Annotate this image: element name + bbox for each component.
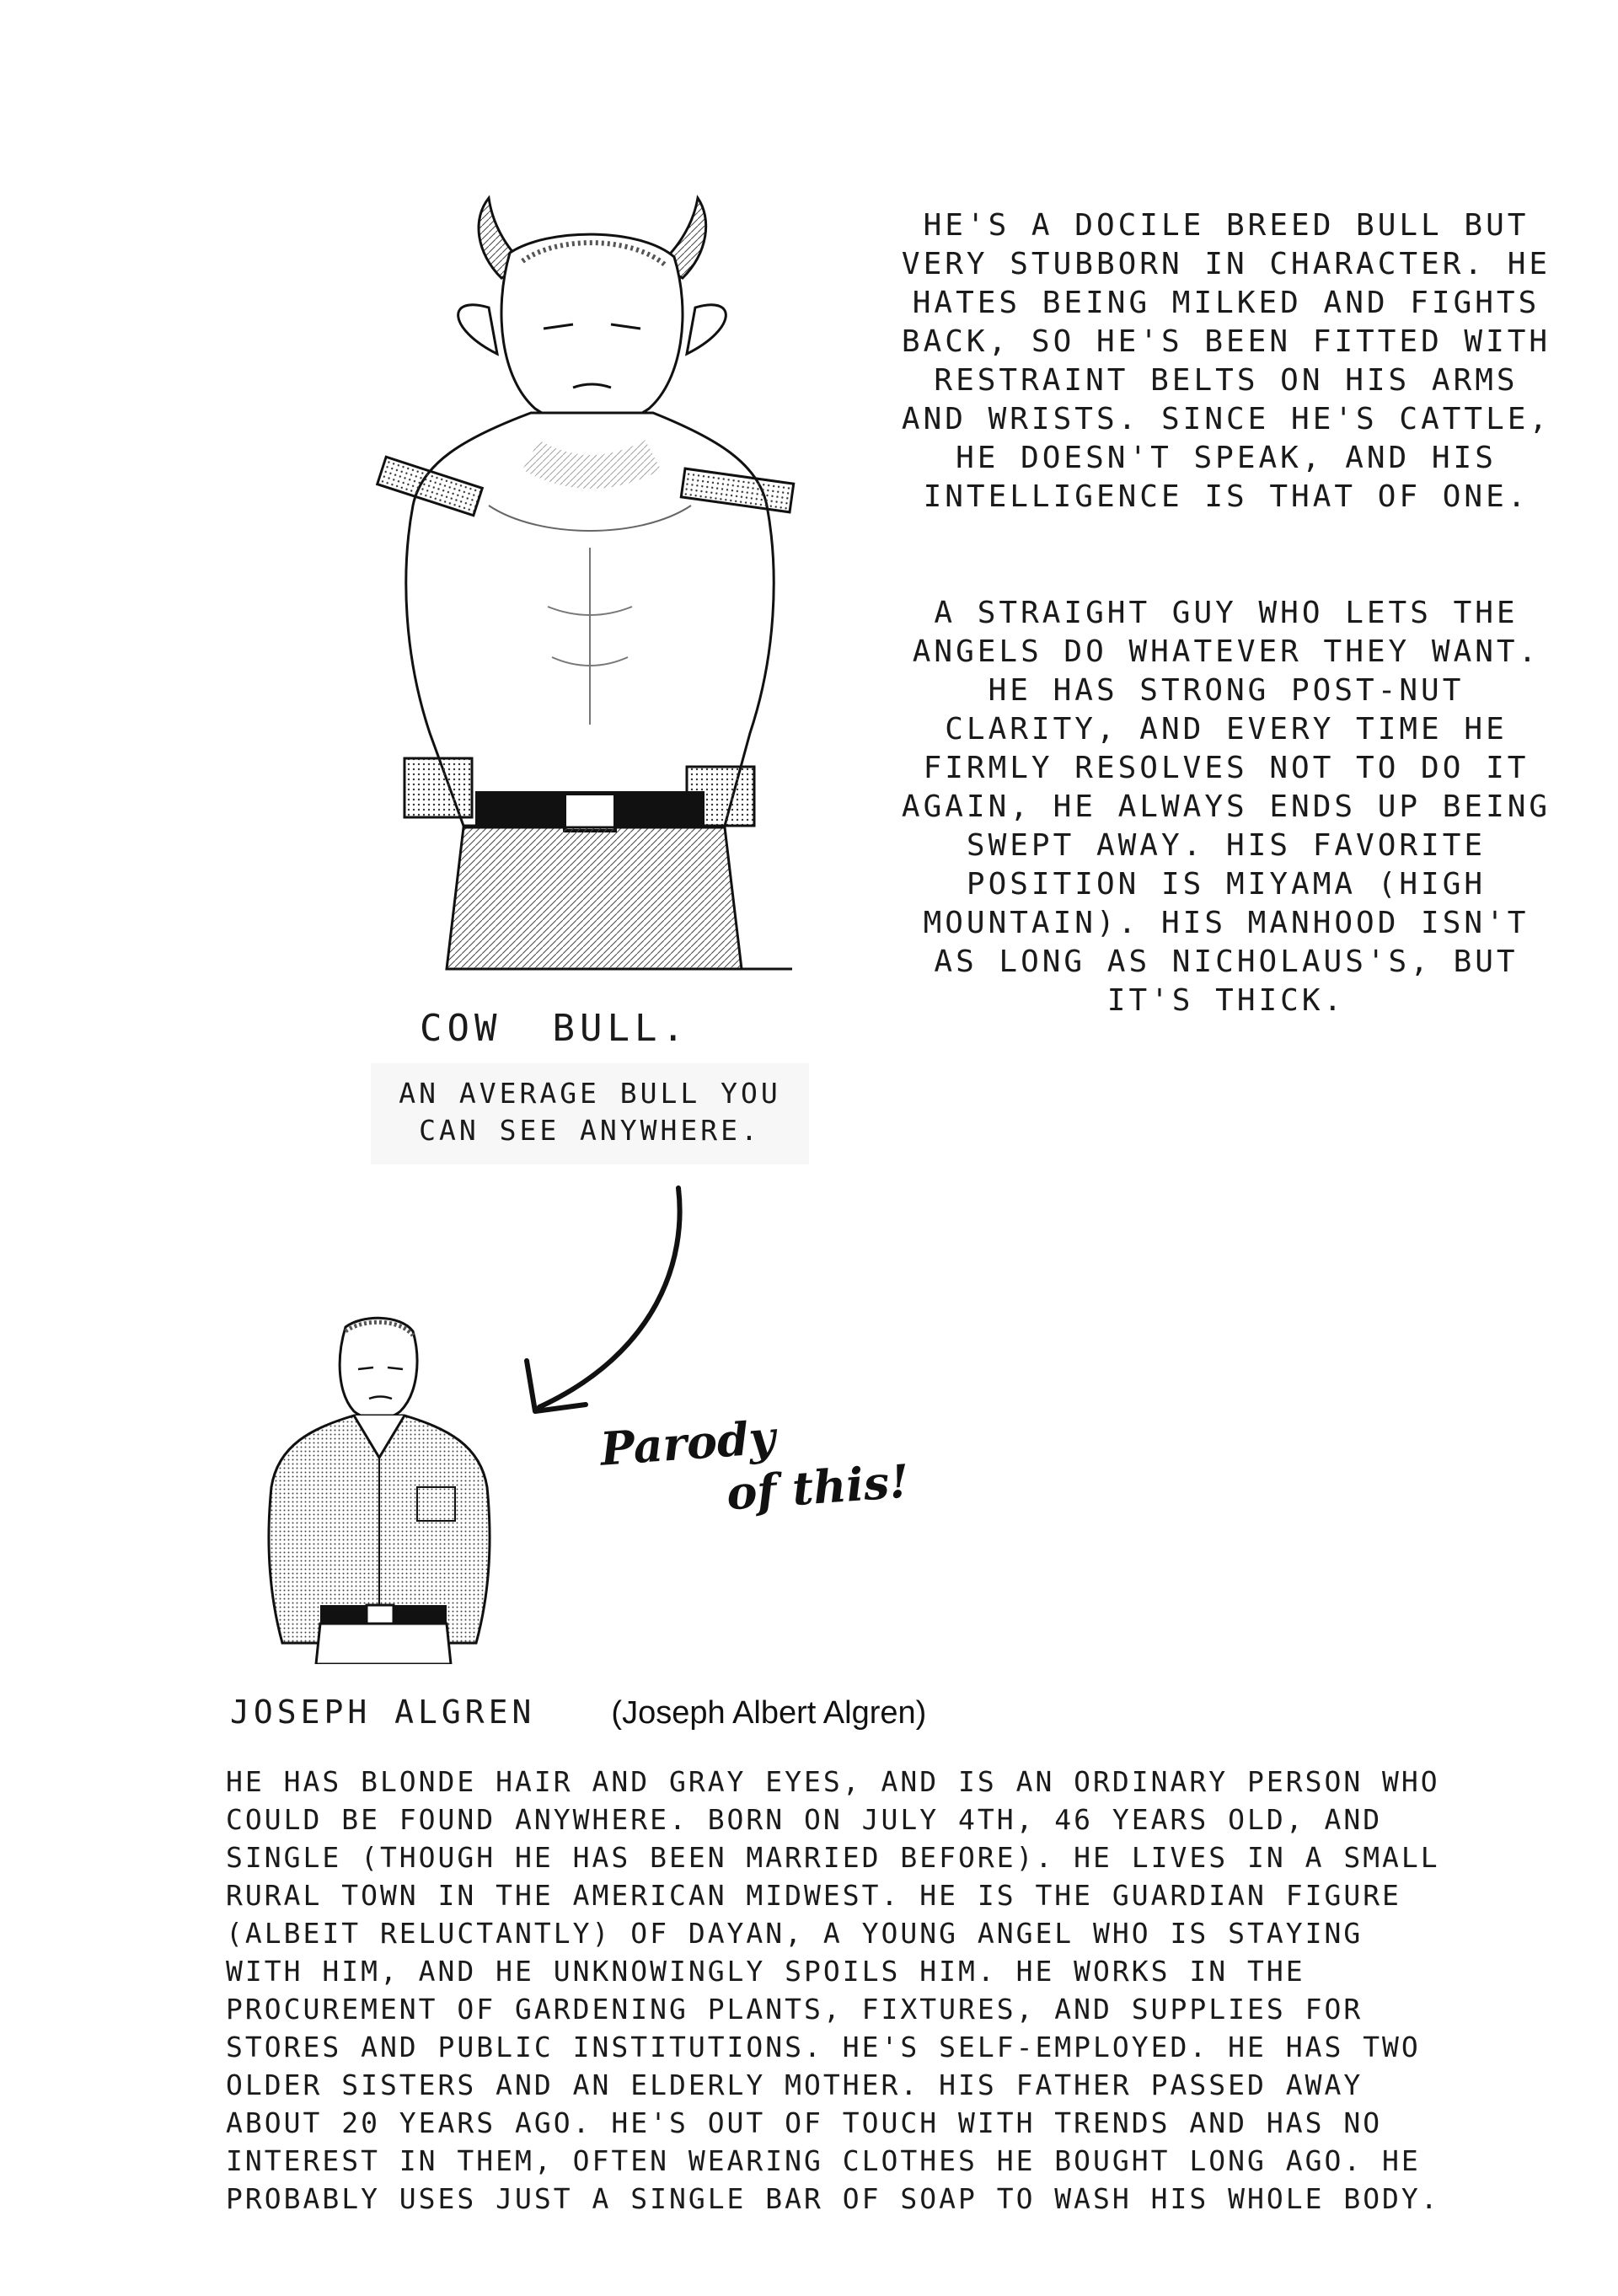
left-ear [458, 305, 497, 354]
bull-description-2: A STRAIGHT GUY WHO LETS THE ANGELS DO WHATEVER THEY WANT. HE HAS STRONG POST-NUT CLARITY, AND EVERY TIME HE FIRMLY RESOLVES NOT TO DO IT AGAIN, HE ALWAYS ENDS UP BEING SWEPT AWAY. HIS FAVORITE POSITION IS MIYAMA (HIGH MOUNTAIN). HIS MANHOOD ISN'T AS LONG AS NICHOLAUS'S, BUT IT'S THICK. [901, 596, 1551, 1018]
bull-description [893, 206, 1559, 1020]
joseph-illustration [261, 1310, 497, 1664]
bull-tagline: AN AVERAGE BULL YOU CAN SEE ANYWHERE. [399, 1077, 781, 1147]
bull-description-1: HE'S A DOCILE BREED BULL BUT VERY STUBBORN IN CHARACTER. HE HATES BEING MILKED AND FIGHTS BACK, SO HE'S BEEN FITTED WITH RESTRAINT BELTS ON HIS ARMS AND WRISTS. SINCE HE'S CATTLE, HE DOESN'T SPEAK, AND HIS INTELLIGENCE IS THAT OF ONE. [901, 208, 1551, 514]
pants [447, 827, 742, 969]
bull-name-part2: BULL. [552, 1007, 689, 1050]
parody-caption [598, 1410, 911, 1521]
joseph-head [340, 1318, 417, 1419]
head [501, 234, 683, 425]
joseph-full-name: (Joseph Albert Algren) [611, 1695, 927, 1731]
arrow [506, 1184, 708, 1428]
parody-line-2: of this! [725, 1453, 911, 1521]
left-wrist-belt [404, 758, 472, 817]
joseph-heading [230, 1694, 926, 1731]
joseph-name: JOSEPH ALGREN [230, 1694, 536, 1731]
parody-line-1: Parody [598, 1410, 777, 1476]
bull-name [420, 1007, 689, 1050]
bull-illustration [320, 185, 826, 977]
bull-name-part1: COW [420, 1007, 502, 1050]
belt-buckle [565, 794, 615, 831]
joseph-bio: HE HAS BLONDE HAIR AND GRAY EYES, AND IS AN ORDINARY PERSON WHO COULD BE FOUND ANYWHERE. BORN ON JULY 4TH, 46 YEARS OLD, AND SINGLE (THOUGH HE HAS BEEN MARRIED BEFORE). HE LIVES IN A SMALL RURAL TOWN IN THE AMERICAN MIDWEST. HE IS THE GUARDIAN FIGURE (ALBEIT RELUCTANTLY) OF DAYAN, A YOUNG ANGEL WHO IS STAYING WITH HIM, AND HE UNKNOWINGLY SPOILS HIM. HE WORKS IN THE PROCUREMENT OF GARDENING PLANTS, FIXTURES, AND SUPPLIES FOR STORES AND PUBLIC INSTITUTIONS. HE'S SELF-EMPLOYED. HE HAS TWO OLDER SISTERS AND AN ELDERLY MOTHER. HIS FATHER PASSED AWAY ABOUT 20 YEARS AGO. HE'S OUT OF TOUCH WITH TRENDS AND HAS NO INTEREST IN THEM, OFTEN WEARING CLOTHES HE BOUGHT LONG AGO. HE PROBABLY USES JUST A SINGLE BAR OF SOAP TO WASH HIS WHOLE BODY. [226, 1765, 1440, 2215]
right-ear [687, 305, 726, 354]
